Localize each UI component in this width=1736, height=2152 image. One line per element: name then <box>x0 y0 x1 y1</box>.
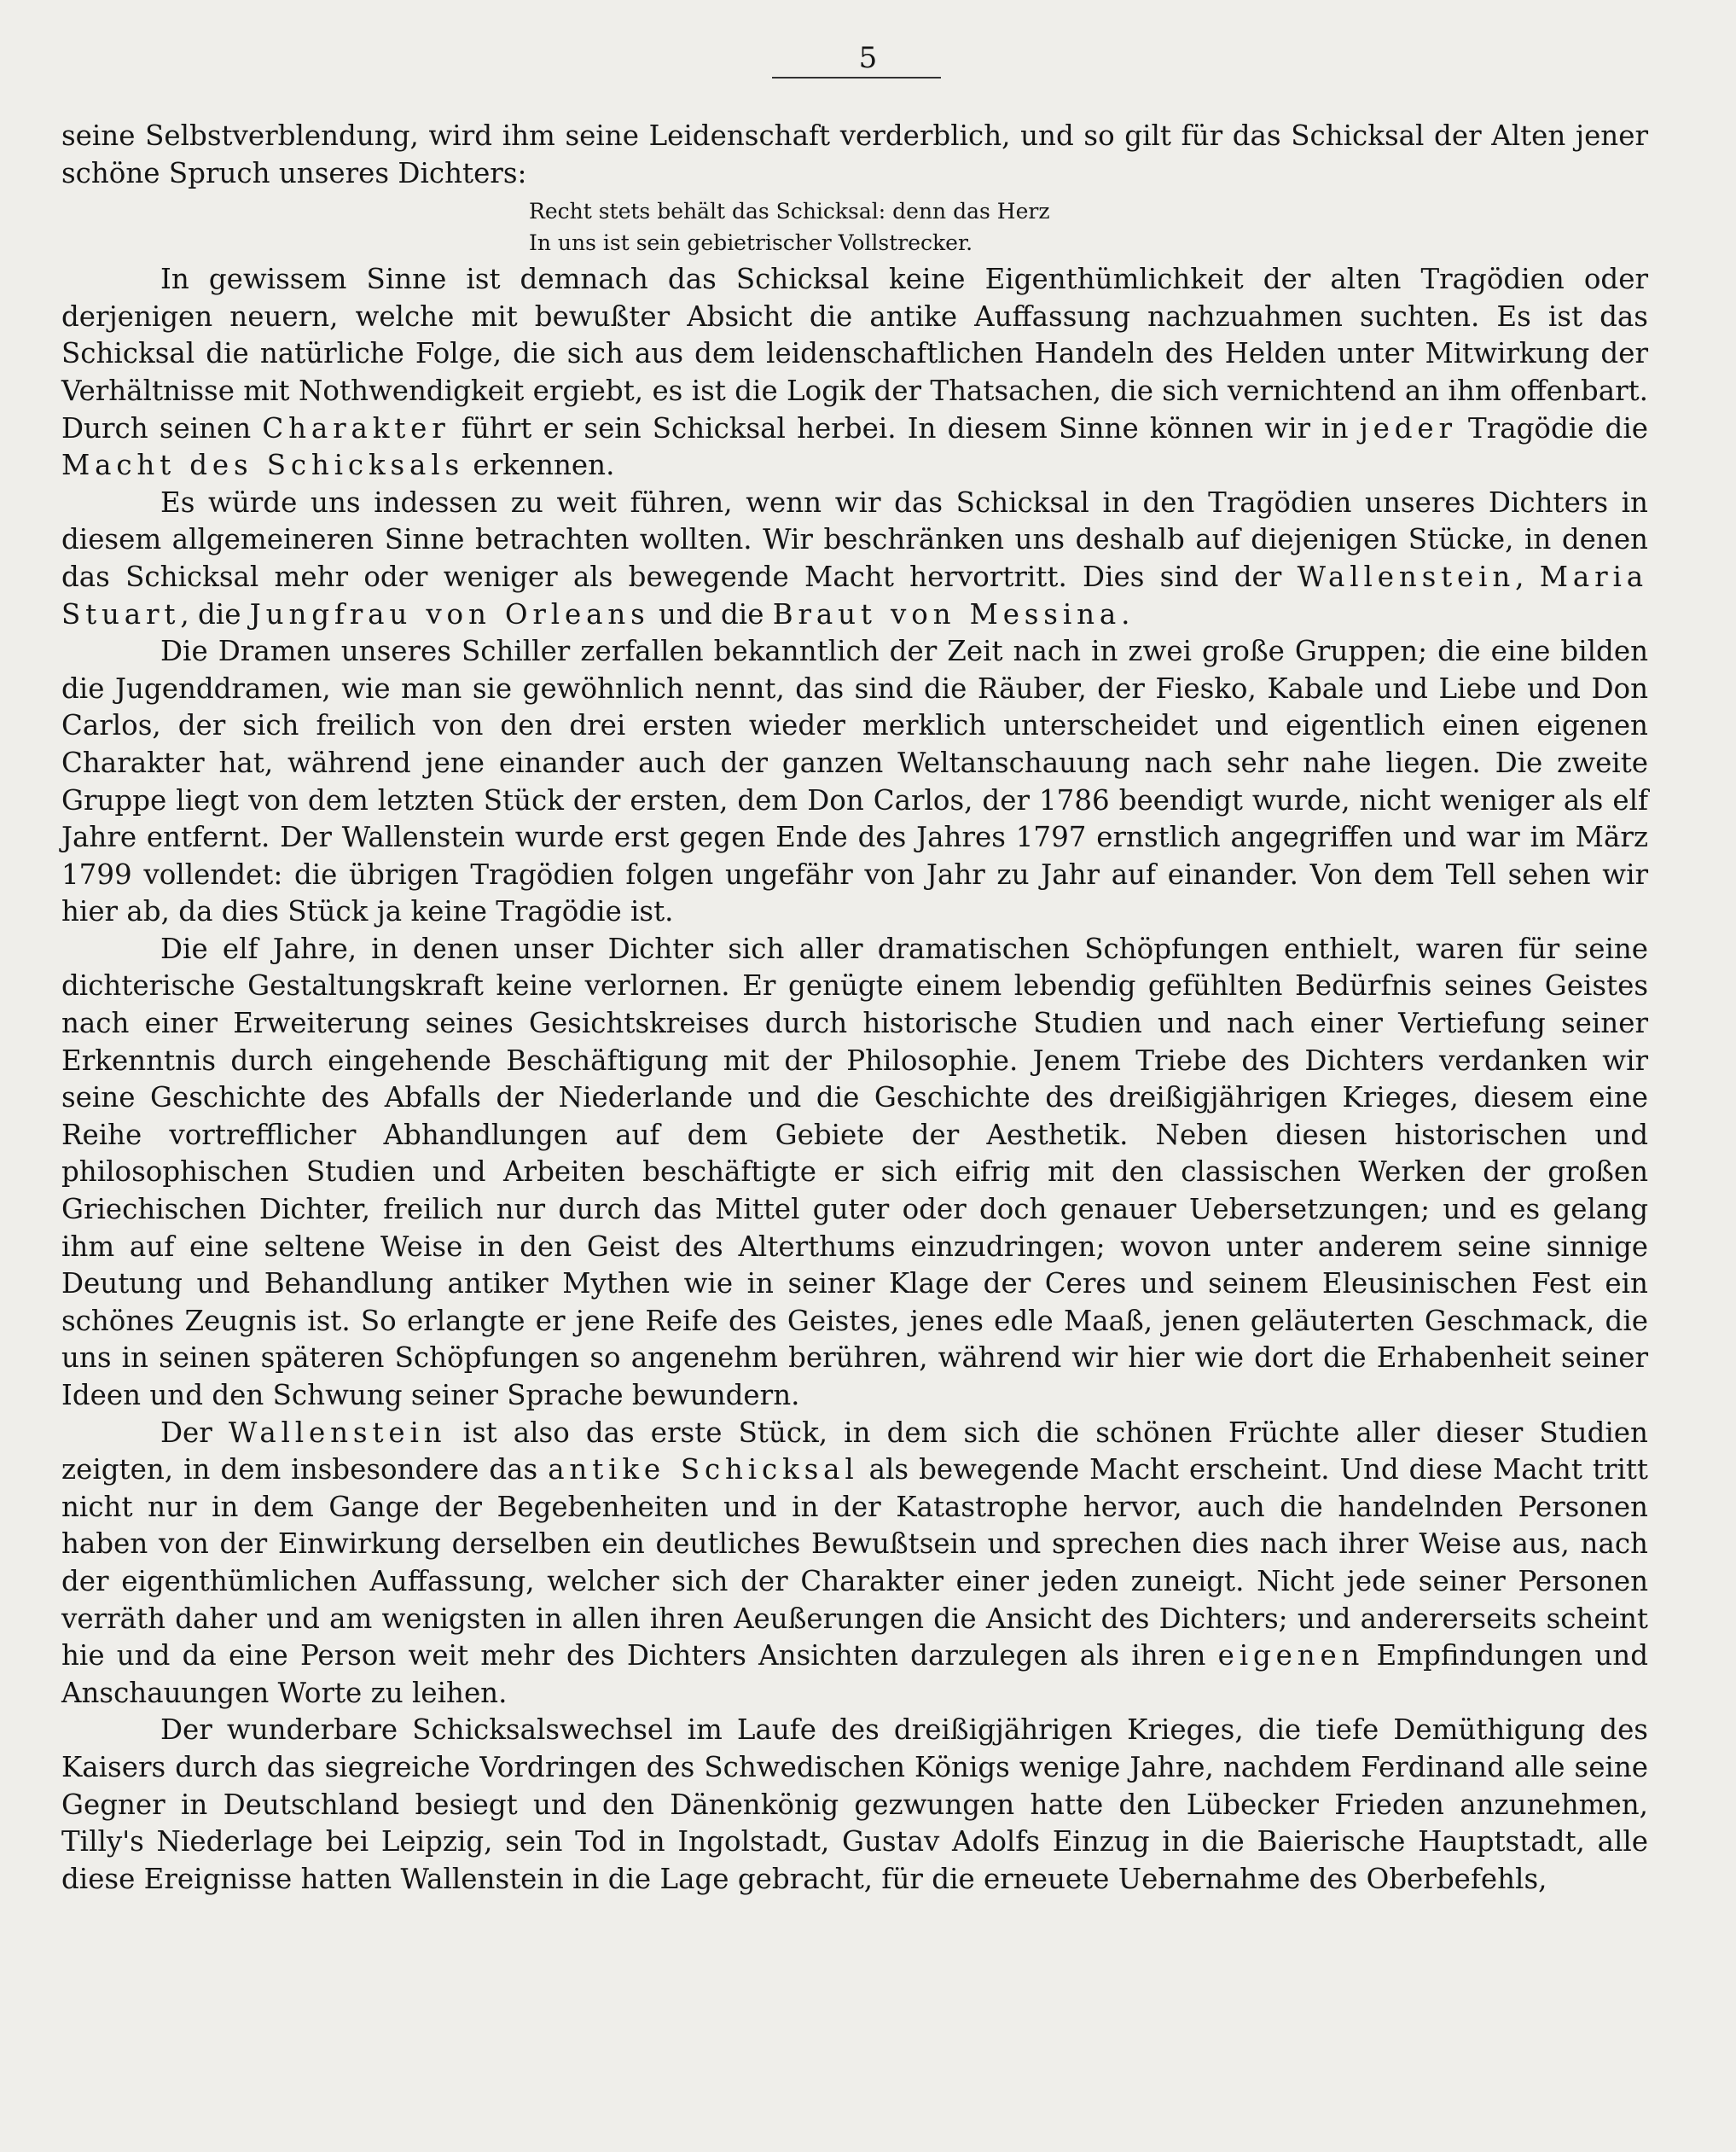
emphasis: eigenen <box>1217 1639 1365 1672</box>
emphasis: Braut von Messina <box>772 597 1122 631</box>
emphasis: Wallenstein <box>1297 560 1516 593</box>
page-number: 5 <box>858 41 878 75</box>
paragraph: Es würde uns indessen zu weit führen, wenn wir das Schicksal in den Tragödien unseres Dichters in diesem allgemeineren Sinne betrachten wollten. Wir beschränken uns deshalb auf diejenigen Stücke, in denen das Schicksal mehr oder weniger als bewegende Macht hervortritt. Dies sind der Wallenstein, Maria Stuart, die Jungfrau von Orleans und die Braut von Messina. <box>61 486 1648 631</box>
verse-quote <box>61 195 1648 259</box>
paragraph: Der Wallenstein ist also das erste Stück, in dem sich die schönen Früchte aller dieser Studien zeigten, in dem insbesondere das antike Schicksal als bewegende Macht erscheint. Und diese Macht tritt nicht nur in dem Gange der Begebenheiten und in der Katastrophe hervor, auch die handelnden Personen haben von der Einwirkung derselben ein deutliches Bewußtsein und sprechen dies nach ihrer Weise aus, nach der eigenthümlichen Auffassung, welcher sich der Charakter einer jeden zuneigt. Nicht jede seiner Personen verräth daher und am wenigsten in allen ihren Aeußerungen die Ansicht des Dichters; und andererseits scheint hie und da eine Person weit mehr des Dichters Ansichten darzulegen als ihren eigenen Empfindungen und Anschauungen Worte zu leihen. <box>61 1416 1648 1709</box>
emphasis: Maria Stuart <box>61 560 1648 631</box>
paragraph: Die Dramen unseres Schiller zerfallen bekanntlich der Zeit nach in zwei große Gruppen; die eine bilden die Jugenddramen, wie man sie gewöhnlich nennt, das sind die Räuber, der Fiesko, Kabale und Liebe und Don Carlos, der sich freilich von den drei ersten wieder merklich unterscheidet und eigentlich einen eigenen Charakter hat, während jene einander auch der ganzen Weltanschauung nach sehr nahe liegen. Die zweite Gruppe liegt von dem letzten Stück der ersten, dem Don Carlos, der 1786 beendigt wurde, nicht weniger als elf Jahre entfernt. Der Wallenstein wurde erst gegen Ende des Jahres 1797 ernstlich angegriffen und war im März 1799 vollendet: die übrigen Tragödien folgen ungefähr von Jahr zu Jahr auf einander. Von dem Tell sehen wir hier ab, da dies Stück ja keine Tragödie ist. <box>61 635 1648 928</box>
verse-line: In uns ist sein gebietrischer Vollstrecker. <box>529 230 973 256</box>
paragraph: seine Selbstverblendung, wird ihm seine Leidenschaft verderblich, und so gilt für das Schicksal der Alten jener schöne Spruch unseres Dichters: <box>61 119 1648 189</box>
emphasis: Macht des Schicksals <box>61 449 465 482</box>
verse-line: Recht stets behält das Schicksal: denn das Herz <box>529 199 1050 224</box>
emphasis: jeder <box>1359 411 1457 445</box>
emphasis: antike Schicksal <box>548 1453 859 1486</box>
emphasis: Wallenstein <box>228 1416 447 1449</box>
emphasis: Jungfrau von Orleans <box>249 597 650 631</box>
page-number-rule <box>772 77 941 79</box>
paragraph: Der wunderbare Schicksalswechsel im Laufe des dreißigjährigen Krieges, die tiefe Demüthigung des Kaisers durch das siegreiche Vordringen des Schwedischen Königs wenige Jahre, nachdem Ferdinand alle seine Gegner in Deutschland besiegt und den Dänenkönig gezwungen hatte den Lübecker Frieden anzunehmen, Tilly's Niederlage bei Leipzig, sein Tod in Ingolstadt, Gustav Adolfs Einzug in die Baierische Hauptstadt, alle diese Ereignisse hatten Wallenstein in die Lage gebracht, für die erneuete Uebernahme des Oberbefehls, <box>61 1713 1648 1895</box>
paragraph: Die elf Jahre, in denen unser Dichter sich aller dramatischen Schöpfungen enthielt, waren für seine dichterische Gestaltungskraft keine verlornen. Er genügte einem lebendig gefühlten Bedürfnis seines Geistes nach einer Erweiterung seines Gesichtskreises durch historische Studien und nach einer Vertiefung seiner Erkenntnis durch eingehende Beschäftigung mit der Philosophie. Jenem Triebe des Dichters verdanken wir seine Geschichte des Abfalls der Niederlande und die Geschichte des dreißigjährigen Krieges, diesem eine Reihe vortrefflicher Abhandlungen auf dem Gebiete der Aesthetik. Neben diesen historischen und philosophischen Studien und Arbeiten beschäftigte er sich eifrig mit den classischen Werken der großen Griechischen Dichter, freilich nur durch das Mittel guter oder doch genauer Uebersetzungen; und es gelang ihm auf eine seltene Weise in den Geist des Alterthums einzudringen; wovon unter anderem seine sinnige Deutung und Behandlung antiker Mythen wie in seiner Klage der Ceres und seinem Eleusinischen Fest ein schönes Zeugnis ist. So erlangte er jene Reife des Geistes, jenes edle Maaß, jenen geläuterten Geschmack, die uns in seinen späteren Schöpfungen so angenehm berühren, während wir hier wie dort die Erhabenheit seiner Ideen und den Schwung seiner Sprache bewundern. <box>61 932 1648 1411</box>
paragraph: In gewissem Sinne ist demnach das Schicksal keine Eigenthümlichkeit der alten Tragödien oder derjenigen neuern, welche mit bewußter Absicht die antike Auffassung nachzuahmen suchten. Es ist das Schicksal die natürliche Folge, die sich aus dem leidenschaftlichen Handeln des Helden unter Mitwirkung der Verhältnisse mit Nothwendigkeit ergiebt, es ist die Logik der Thatsachen, die sich vernichtend an ihm offenbart. Durch seinen Charakter führt er sein Schicksal herbei. In diesem Sinne können wir in jeder Tragödie die Macht des Schicksals erkennen. <box>61 263 1648 482</box>
body-text <box>61 118 1648 1898</box>
emphasis: Charakter <box>262 411 450 445</box>
